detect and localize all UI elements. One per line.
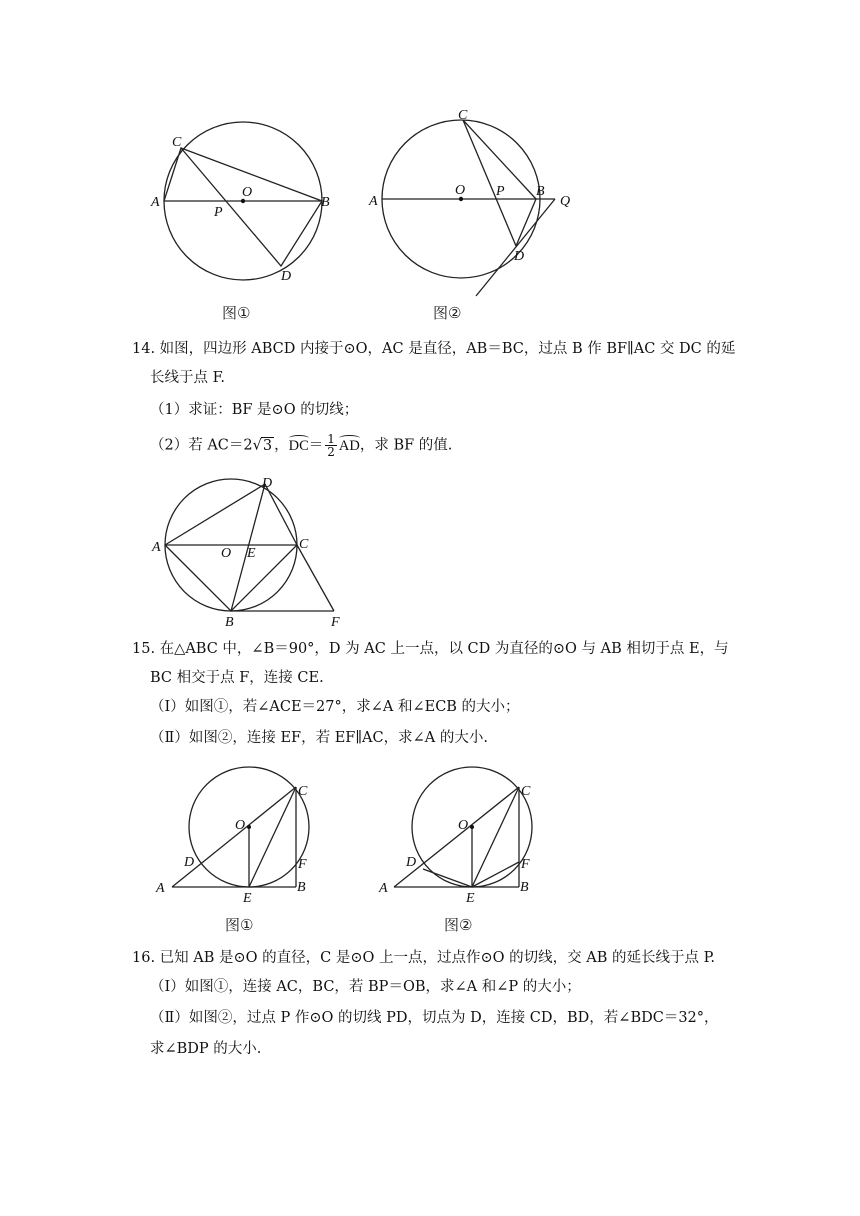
svg-text:图②: 图② [433,304,462,322]
svg-text:B: B [225,615,234,630]
svg-text:E: E [243,891,252,906]
q16-statement-line4: 求∠BDP 的大小. [150,1041,262,1057]
q14-statement-line2: 长线于点 F. [150,370,226,386]
svg-text:P: P [214,205,223,220]
svg-text:C: C [458,108,468,123]
q14-part2-suffix: ，求 BF 的值. [359,437,453,454]
svg-text:D: D [184,855,195,870]
svg-text:C: C [521,784,531,799]
q14-part1: （1）求证：BF 是⊙O 的切线； [150,402,359,418]
figure-q15-2 [375,765,550,940]
svg-text:A: A [152,540,161,555]
svg-text:D: D [281,269,292,284]
q14-comma: ， [274,437,289,454]
q15-statement-line2: BC 相交于点 F，连接 CE. [150,670,324,686]
svg-text:D: D [406,855,417,870]
svg-text:C: C [298,784,308,799]
q15-statement-line1: 15. 在△ABC 中，∠B＝90°，D 为 AC 上一点，以 CD 为直径的⊙O 与 AB 相切于点 E，与 [132,641,729,657]
svg-text:O: O [235,818,246,833]
svg-text:F: F [298,857,307,872]
svg-text:B: B [297,880,306,895]
svg-text:O: O [455,183,466,198]
q14-arc-dc: DC [288,437,309,454]
q14-equals: ＝ [308,437,324,454]
figure-q15-1 [150,765,325,940]
q14-sqrt-arg: 3 [262,437,273,454]
svg-text:B: B [520,880,529,895]
svg-text:Q: Q [560,194,571,209]
svg-text:F: F [331,615,340,630]
q14-fraction-numerator: 1 [327,432,335,446]
figure-top-1 [140,100,340,330]
svg-text:C: C [299,537,309,552]
svg-text:O: O [242,185,253,200]
svg-text:B: B [536,184,545,199]
svg-text:D: D [514,249,525,264]
q14-fraction-denominator: 2 [327,445,335,459]
q15-part1: （Ⅰ）如图①，若∠ACE＝27°，求∠A 和∠ECB 的大小； [150,699,520,715]
q14-fraction [325,433,337,458]
q14-statement-line1: 14. 如图，四边形 ABCD 内接于⊙O，AC 是直径，AB＝BC，过点 B 作 BF∥AC 交 DC 的延 [132,341,736,357]
svg-text:A: A [369,194,378,209]
svg-text:B: B [321,195,330,210]
figure-q14 [148,472,363,632]
svg-text:A: A [151,195,160,210]
svg-text:O: O [221,546,232,561]
sqrt-symbol-icon: √ [252,437,262,454]
q14-part2 [150,433,452,458]
svg-text:图②: 图② [444,916,473,934]
svg-text:P: P [496,184,505,199]
q16-part1: （Ⅰ）如图①，连接 AC，BC，若 BP＝OB，求∠A 和∠P 的大小； [150,979,581,995]
figure-top-2 [365,100,590,330]
svg-text:F: F [521,857,530,872]
svg-text:D: D [262,476,273,491]
q15-part2: （Ⅱ）如图②，连接 EF，若 EF∥AC，求∠A 的大小. [150,730,488,746]
q14-arc-ad: AD [338,437,360,454]
q16-statement-line1: 16. 已知 AB 是⊙O 的直径，C 是⊙O 上一点，过点作⊙O 的切线，交 AB 的延长线于点 P. [132,950,716,966]
svg-text:E: E [247,546,256,561]
svg-text:C: C [172,135,182,150]
svg-text:A: A [379,881,388,896]
svg-text:图①: 图① [222,304,251,322]
svg-text:A: A [156,881,165,896]
svg-text:E: E [466,891,475,906]
svg-text:O: O [458,818,469,833]
q16-part2: （Ⅱ）如图②，过点 P 作⊙O 的切线 PD，切点为 D，连接 CD，BD，若∠BDC＝32°， [150,1010,719,1026]
svg-text:图①: 图① [225,916,254,934]
q14-part2-prefix: （2）若 AC＝2 [150,437,253,454]
